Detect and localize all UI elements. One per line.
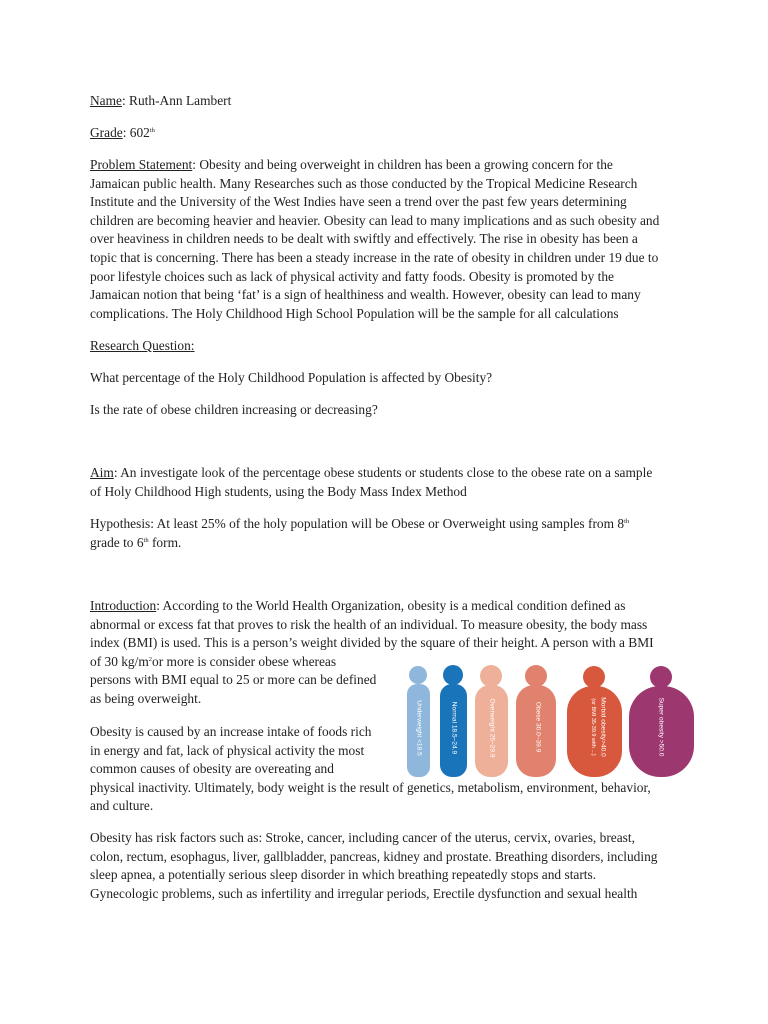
obese-label: Obese 30.0–39.9 bbox=[534, 701, 542, 753]
text-line bbox=[90, 156, 682, 175]
text-line: Obesity has risk factors such as: Stroke, cancer, including cancer of the uterus, cervix, ovaries, breast, bbox=[90, 830, 635, 845]
morbid-obesity-sublabel: (or BMI 35-39.9 with ...) bbox=[590, 698, 596, 756]
superscript: th bbox=[143, 536, 149, 544]
text-line: in energy and fat, lack of physical activity the most bbox=[90, 742, 365, 758]
text-fragment: : Obesity and being overweight in children has been a growing concern for the bbox=[192, 157, 613, 172]
text-line: persons with BMI equal to 25 or more can be defined bbox=[90, 672, 377, 688]
text-line: abnormal or excess fat that proves to risk the health of an individual. To measure obesity, the body mass bbox=[90, 616, 648, 632]
text-line: topic that is concerning. There has been a steady increase in the rate of obesity in children under 19 due to bbox=[90, 249, 659, 265]
text-line: Jamaican public health. Many Researches such as those conducted by the Tropical Medicine Research bbox=[90, 175, 638, 191]
introduction-label: Introduction bbox=[90, 598, 157, 613]
silhouette-head bbox=[480, 665, 502, 687]
superscript: 2 bbox=[148, 655, 153, 663]
super-obesity-label: Super obesity >50.0 bbox=[657, 697, 665, 757]
text-line: index (BMI) is used. This is a person’s weight divided by the square of their height. A person with a BMI bbox=[90, 635, 654, 651]
text-line: Obesity is caused by an increase intake of foods rich bbox=[90, 724, 372, 739]
text-line: common causes of obesity are overeating and bbox=[90, 761, 334, 777]
bmi-silhouettes-figure bbox=[402, 665, 698, 778]
research-question-colon: : bbox=[190, 338, 195, 353]
text-line: Jamaican notion that being ‘fat’ is a sign of healthiness and wealth. However, obesity can lead to many bbox=[90, 287, 641, 303]
text-line: and culture. bbox=[90, 798, 154, 814]
silhouette-head bbox=[583, 666, 605, 688]
text-line: colon, rectum, esophagus, liver, gallbladder, pancreas, kidney and prostate. Breathing disorders, including bbox=[90, 848, 658, 864]
name-label: Name bbox=[90, 93, 122, 108]
silhouette-head bbox=[443, 665, 463, 685]
text-fragment: grade to 6 bbox=[90, 534, 144, 550]
risk-factors-paragraph bbox=[90, 829, 682, 903]
text-fragment: : According to the World Health Organization, obesity is a medical condition defined as bbox=[156, 598, 626, 613]
superscript: th bbox=[624, 518, 630, 525]
text-fragment: of 30 kg/m bbox=[90, 653, 149, 669]
grade-line bbox=[90, 124, 682, 143]
text-line bbox=[90, 597, 682, 616]
text-line: Institute and the University of the West Indies have seen a trend over the past few years determining bbox=[90, 194, 627, 210]
research-question-heading bbox=[90, 337, 682, 356]
text-line: of Holy Childhood High students, using the Body Mass Index Method bbox=[90, 483, 467, 499]
text-line bbox=[90, 515, 682, 534]
underweight-label: Underweight <18.5 bbox=[415, 700, 423, 756]
text-fragment: or more is consider obese whereas bbox=[152, 653, 337, 669]
text-line: Gynecologic problems, such as infertility and irregular periods, Erectile dysfunction and sexual health bbox=[90, 885, 638, 901]
text-fragment: : An investigate look of the percentage obese students or students close to the obese rate on a sample bbox=[113, 465, 653, 480]
text-line bbox=[90, 534, 682, 553]
research-question-label: Research Question bbox=[90, 338, 191, 353]
problem-statement-label: Problem Statement bbox=[90, 157, 193, 172]
research-question-1: What percentage of the Holy Childhood Population is affected by Obesity? bbox=[90, 370, 493, 385]
name-line bbox=[90, 92, 682, 111]
research-question-2: Is the rate of obese children increasing or decreasing? bbox=[90, 402, 378, 417]
text-line: over heaviness in children needs to be dealt with swiftly and effectively. The rise in obesity has been a bbox=[90, 231, 638, 247]
grade-superscript: th bbox=[149, 127, 155, 134]
bmi-silhouettes-graphic bbox=[402, 665, 698, 778]
text-line: complications. The Holy Childhood High School Population will be the sample for all calculations bbox=[90, 305, 619, 321]
silhouette-head bbox=[525, 665, 547, 687]
text-line: as being overweight. bbox=[90, 690, 202, 706]
text-line: children are becoming heavier and heavier. Obesity can lead to many implications and as such obesity and bbox=[90, 212, 660, 228]
overweight-label: Overweight 25–29.9 bbox=[488, 698, 496, 758]
hypothesis-paragraph bbox=[90, 515, 682, 552]
text-fragment: Hypothesis: At least 25% of the holy population will be Obese or Overweight using samples from 8 bbox=[90, 516, 625, 531]
text-line: poor lifestyle choices such as lack of physical activity and fatty foods. Obesity is promoted by the bbox=[90, 268, 614, 284]
morbid-obesity-label: Morbid obesity>40.0 bbox=[599, 697, 607, 757]
silhouette-head bbox=[409, 666, 427, 684]
grade-value: : 602 bbox=[122, 125, 150, 140]
problem-statement-paragraph bbox=[90, 156, 682, 323]
text-line bbox=[90, 464, 682, 483]
name-value: : Ruth-Ann Lambert bbox=[121, 93, 232, 108]
text-fragment: form. bbox=[148, 534, 182, 550]
silhouette-head bbox=[650, 666, 672, 688]
aim-label: Aim bbox=[90, 465, 114, 480]
aim-paragraph bbox=[90, 464, 682, 501]
text-line: physical inactivity. Ultimately, body weight is the result of genetics, metabolism, environment, behavior, bbox=[90, 779, 651, 795]
grade-label: Grade bbox=[90, 125, 123, 140]
text-line: sleep apnea, a potentially serious sleep disorder in which breathing repeatedly stops and starts. bbox=[90, 867, 597, 883]
normal-label: Normal 18.5–24.9 bbox=[450, 701, 458, 755]
